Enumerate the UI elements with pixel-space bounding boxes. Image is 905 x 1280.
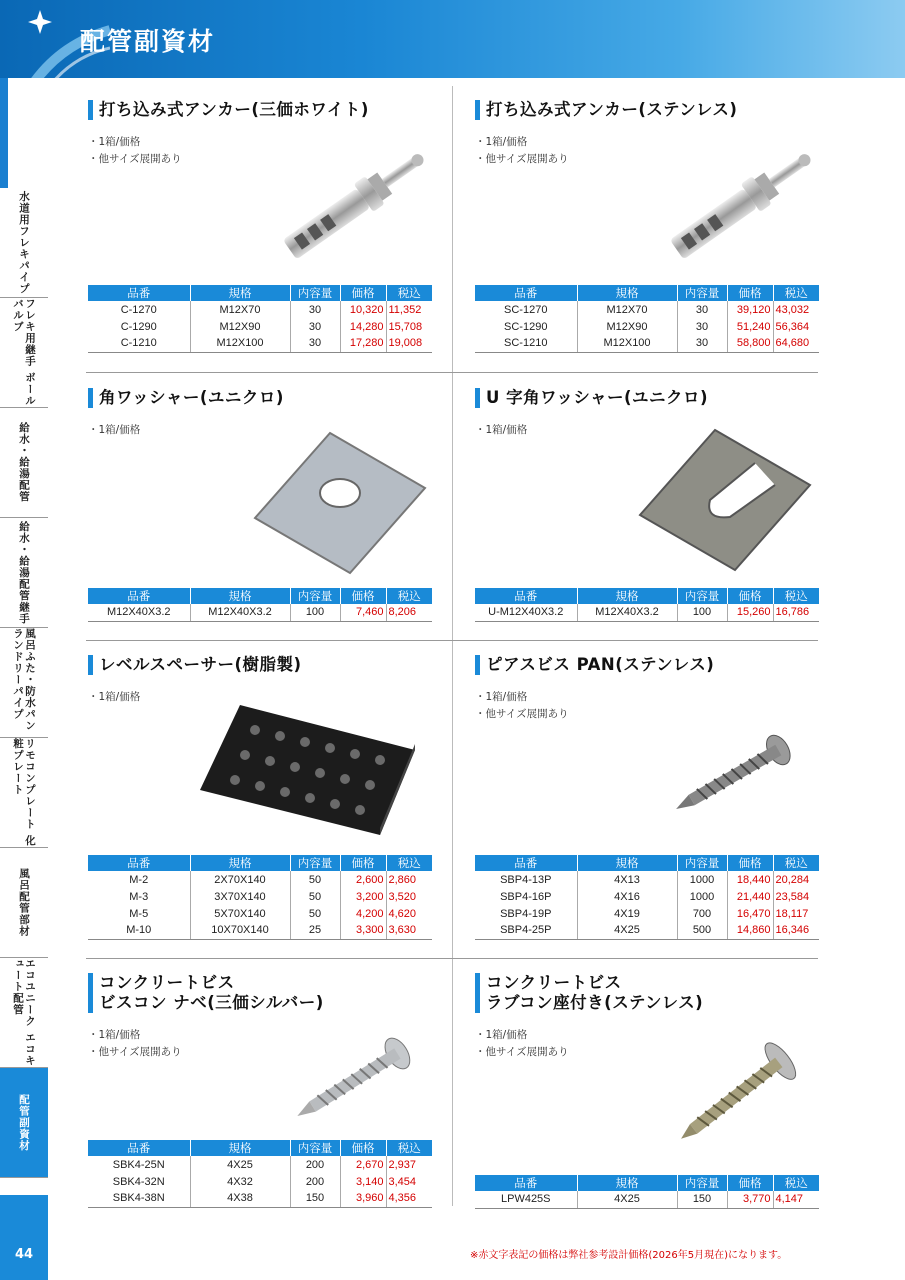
sidebar-tab[interactable] [0,408,48,518]
sidebar-tab[interactable] [0,298,48,408]
product-note: ・ 他サイズ展開あり [88,1044,433,1061]
table-cell: 16,470 [727,905,773,922]
column-header-tax: 税込 [386,1140,432,1156]
table-cell: 3,454 [388,1175,417,1188]
table-row [88,301,432,318]
column-header-price: 価格 [340,855,386,871]
column-header-spec: 規格 [190,588,290,604]
product-note: ・ 他サイズ展開あり [475,1044,820,1061]
table-cell: 100 [290,604,340,621]
table-cell: C-1270 [88,301,190,318]
price-table [475,588,819,622]
table-cell: M12X70 [577,301,677,318]
column-header-qty: 内容量 [290,588,340,604]
table-row [475,604,819,621]
table-cell: 200 [290,1173,340,1190]
row-divider [86,372,818,373]
table-cell: M-3 [88,888,190,905]
table-cell: 8,206 [386,604,432,621]
product-note: ・ 1箱/価格 [475,134,820,151]
column-header-tax: 税込 [773,588,819,604]
product-title-line: コンクリートビス [99,973,235,992]
table-header-row [88,285,432,301]
sidebar-tab-label: リモコンプレート 化粧プレート [12,738,36,847]
table-cell: 150 [290,1190,340,1207]
table-cell: 4X38 [190,1190,290,1207]
table-cell: SBP4-16P [475,888,577,905]
product-section [475,655,820,723]
table-header-row [88,1140,432,1156]
table-cell: 150 [677,1191,727,1208]
anchor-stainless-photo [652,140,822,270]
table-cell: 15,260 [727,604,773,621]
product-note: ・ 1箱/価格 [475,422,820,439]
table-cell: 4,147 [773,1191,819,1208]
table-row [88,318,432,335]
column-header-price: 価格 [340,285,386,301]
table-cell: M12X90 [577,318,677,335]
price-table [88,855,432,940]
table-cell: 4X25 [190,1156,290,1173]
table-cell: 4X19 [577,905,677,922]
column-header-qty: 内容量 [290,285,340,301]
column-header-qty: 内容量 [677,588,727,604]
table-cell: 18,440 [727,871,773,888]
table-row [88,905,432,922]
table-cell: 2,600 [340,871,386,888]
table-row [88,922,432,939]
table-cell: 21,440 [727,888,773,905]
table-cell: 64,680 [773,335,819,352]
sidebar-tab[interactable] [0,848,48,958]
table-cell: 4X13 [577,871,677,888]
table-cell: 50 [290,905,340,922]
table-cell: 15,708 [388,320,423,333]
table-cell: 4,200 [340,905,386,922]
table-cell: 30 [290,318,340,335]
sidebar-tab-label: 風呂配管部材 [18,868,30,937]
table-row [475,905,819,922]
column-header-code: 品番 [88,855,190,871]
table-cell: M-10 [88,922,190,939]
column-divider [452,86,453,1206]
table-cell: 58,800 [727,335,773,352]
table-cell: 3,200 [340,888,386,905]
product-title-line: レベルスペーサー(樹脂製) [99,655,302,674]
price-table [88,588,432,622]
table-cell: 1000 [677,871,727,888]
column-header-qty: 内容量 [677,285,727,301]
sidebar-tab[interactable] [0,518,48,628]
table-cell: 10,320 [340,301,386,318]
table-row [475,301,819,318]
table-cell: SBP4-13P [475,871,577,888]
table-cell: M12X40X3.2 [577,604,677,621]
product-note: ・ 1箱/価格 [88,689,433,706]
column-header-spec: 規格 [577,285,677,301]
product-title [88,655,433,675]
table-cell: M12X70 [190,301,290,318]
table-cell: SC-1270 [475,301,577,318]
product-title [88,100,433,120]
table-cell: 3,520 [388,890,417,903]
product-title-line: 打ち込み式アンカー(ステンレス) [486,100,738,119]
table-cell: 30 [290,335,340,352]
table-cell: 30 [677,318,727,335]
column-header-code: 品番 [88,285,190,301]
product-title [88,973,433,1013]
product-title [475,388,820,408]
table-cell: M12X100 [190,335,290,352]
table-cell: 1000 [677,888,727,905]
table-cell: 19,008 [386,335,432,352]
sidebar-accent [0,78,8,188]
table-cell: 20,284 [775,873,810,886]
table-cell: M-2 [88,871,190,888]
sidebar-tab-label: 給水・給湯配管 [18,422,30,503]
table-header-row [475,285,819,301]
table-row [88,1156,432,1173]
product-title-line: 角ワッシャー(ユニクロ) [99,388,284,407]
table-cell: 4,620 [388,907,417,920]
product-title-line: 打ち込み式アンカー(三価ホワイト) [99,100,369,119]
table-cell: 3X70X140 [190,888,290,905]
table-cell: 39,120 [727,301,773,318]
column-header-tax: 税込 [386,588,432,604]
table-header-row [475,1175,819,1191]
sidebar-tab[interactable] [0,628,48,738]
product-note: ・ 1箱/価格 [88,422,433,439]
table-cell: 4X25 [577,1191,677,1208]
table-cell: 2,860 [388,873,417,886]
column-header-qty: 内容量 [290,855,340,871]
table-row [88,604,432,621]
column-header-tax: 税込 [773,855,819,871]
table-cell: 10X70X140 [190,922,290,939]
column-header-qty: 内容量 [677,1175,727,1191]
product-title-line: コンクリートビス [486,973,622,992]
sidebar-tab-label: 給水・給湯配管継手 [18,520,30,625]
table-cell: SBP4-25P [475,922,577,939]
table-cell: 23,584 [775,890,810,903]
product-title-line: U 字角ワッシャー(ユニクロ) [486,388,709,407]
table-cell: M12X40X3.2 [190,604,290,621]
table-cell: SBK4-38N [88,1190,190,1207]
table-cell: U-M12X40X3.2 [475,604,577,621]
page-number: 44 [14,1247,34,1262]
column-header-price: 価格 [727,588,773,604]
column-header-tax: 税込 [386,285,432,301]
table-cell: 4X25 [577,922,677,939]
product-notes [475,689,820,723]
table-cell: 16,346 [773,922,819,939]
table-cell: 500 [677,922,727,939]
table-cell: M12X100 [577,335,677,352]
table-cell: C-1210 [88,335,190,352]
table-cell: M12X90 [190,318,290,335]
table-cell: SC-1290 [475,318,577,335]
sidebar-tab-label: 風呂ふた・防水パン ランドリーパイプ [12,628,36,732]
table-row [475,318,819,335]
product-note: ・ 他サイズ展開あり [475,706,820,723]
table-cell: 200 [290,1156,340,1173]
column-header-price: 価格 [340,588,386,604]
anchor-white-photo [265,140,435,270]
table-row [475,922,819,939]
table-cell: 3,300 [340,922,386,939]
price-table [88,285,432,353]
table-cell: 51,240 [727,318,773,335]
rabucon-screw-photo [662,1040,812,1150]
table-cell: 14,280 [340,318,386,335]
table-cell: C-1290 [88,318,190,335]
table-cell: SBK4-25N [88,1156,190,1173]
table-cell: 3,630 [386,922,432,939]
table-cell: M-5 [88,905,190,922]
product-title-line: ラブコン座付き(ステンレス) [486,993,704,1012]
product-title [88,388,433,408]
table-cell: 43,032 [775,303,810,316]
column-header-spec: 規格 [190,855,290,871]
table-row [88,335,432,352]
table-cell: 50 [290,888,340,905]
column-header-code: 品番 [475,285,577,301]
table-cell: 30 [677,335,727,352]
table-cell: 3,960 [340,1190,386,1207]
table-cell: 16,786 [773,604,819,621]
column-header-qty: 内容量 [677,855,727,871]
square-washer-photo [250,428,430,578]
table-cell: 2,937 [388,1158,417,1171]
product-note: ・ 1箱/価格 [475,689,820,706]
column-header-code: 品番 [88,1140,190,1156]
sidebar-tab[interactable] [0,1068,48,1178]
table-cell: 50 [290,871,340,888]
table-cell: 30 [677,301,727,318]
product-section [88,655,433,706]
column-header-code: 品番 [475,1175,577,1191]
product-note: ・ 1箱/価格 [88,134,433,151]
column-header-spec: 規格 [190,285,290,301]
sidebar-tab[interactable] [0,188,48,298]
table-row [475,888,819,905]
table-row [88,1190,432,1207]
table-cell: 18,117 [775,907,809,920]
sidebar-tab[interactable] [0,958,48,1068]
table-row [475,1191,819,1208]
table-row [88,888,432,905]
table-row [88,871,432,888]
table-cell: 14,860 [727,922,773,939]
sidebar-tab-label: エコユニーク エコキュート配管 [12,958,36,1067]
table-cell: 56,364 [775,320,810,333]
column-header-price: 価格 [727,855,773,871]
column-header-tax: 税込 [773,1175,819,1191]
u-washer-photo [635,425,815,575]
table-cell: SBK4-32N [88,1173,190,1190]
pierce-screw-photo [665,725,805,825]
table-header-row [475,588,819,604]
table-row [88,1173,432,1190]
table-header-row [88,855,432,871]
column-header-spec: 規格 [577,855,677,871]
product-note: ・ 他サイズ展開あり [88,151,433,168]
table-cell: 4,356 [386,1190,432,1207]
level-spacer-photo [195,700,420,840]
table-cell: 3,770 [727,1191,773,1208]
table-row [475,335,819,352]
column-header-spec: 規格 [577,588,677,604]
row-divider [86,640,818,641]
table-cell: 30 [290,301,340,318]
column-header-code: 品番 [88,588,190,604]
table-cell: 25 [290,922,340,939]
product-title-line: ビスコン ナベ(三価シルバー) [99,993,324,1012]
table-cell: 2,670 [340,1156,386,1173]
biscon-screw-photo [285,1030,425,1130]
product-title-line: ピアスビス PAN(ステンレス) [486,655,715,674]
table-cell: LPW425S [475,1191,577,1208]
sidebar-tab-label: 配管副資材 [18,1093,30,1152]
column-header-tax: 税込 [386,855,432,871]
table-cell: 3,140 [340,1173,386,1190]
price-table [475,285,819,353]
table-cell: 700 [677,905,727,922]
table-header-row [475,855,819,871]
column-header-qty: 内容量 [290,1140,340,1156]
table-cell: 100 [677,604,727,621]
price-table [475,1175,819,1209]
page-number-bar [0,1195,48,1280]
table-cell: 7,460 [340,604,386,621]
column-header-price: 価格 [727,285,773,301]
column-header-price: 価格 [340,1140,386,1156]
column-header-code: 品番 [475,588,577,604]
table-row [475,871,819,888]
product-title [475,100,820,120]
column-header-price: 価格 [727,1175,773,1191]
product-note: ・ 1箱/価格 [88,1027,433,1044]
price-table [475,855,819,940]
table-cell: 4X32 [190,1173,290,1190]
table-cell: 4X16 [577,888,677,905]
table-header-row [88,588,432,604]
column-header-code: 品番 [475,855,577,871]
product-title [475,973,820,1013]
sidebar-tab-label: 水道用フレキパイプ [18,190,30,295]
table-cell: 17,280 [340,335,386,352]
page-title: 配管副資材 [80,27,216,56]
column-header-spec: 規格 [577,1175,677,1191]
column-header-tax: 税込 [773,285,819,301]
sidebar-tab[interactable] [0,738,48,848]
table-cell: 2X70X140 [190,871,290,888]
page-header [0,0,905,78]
price-footnote: ※赤文字表記の価格は弊社参考設計価格(2026年5月現在)になります。 [470,1250,788,1261]
table-cell: 11,352 [388,303,422,316]
row-divider [86,958,818,959]
price-table [88,1140,432,1208]
sidebar-tab-label: フレキ用継手 ボールバルブ [12,298,36,407]
table-cell: 5X70X140 [190,905,290,922]
table-cell: SC-1210 [475,335,577,352]
product-note: ・ 他サイズ展開あり [475,151,820,168]
table-cell: M12X40X3.2 [88,604,190,621]
product-title [475,655,820,675]
column-header-spec: 規格 [190,1140,290,1156]
product-note: ・ 1箱/価格 [475,1027,820,1044]
table-cell: SBP4-19P [475,905,577,922]
